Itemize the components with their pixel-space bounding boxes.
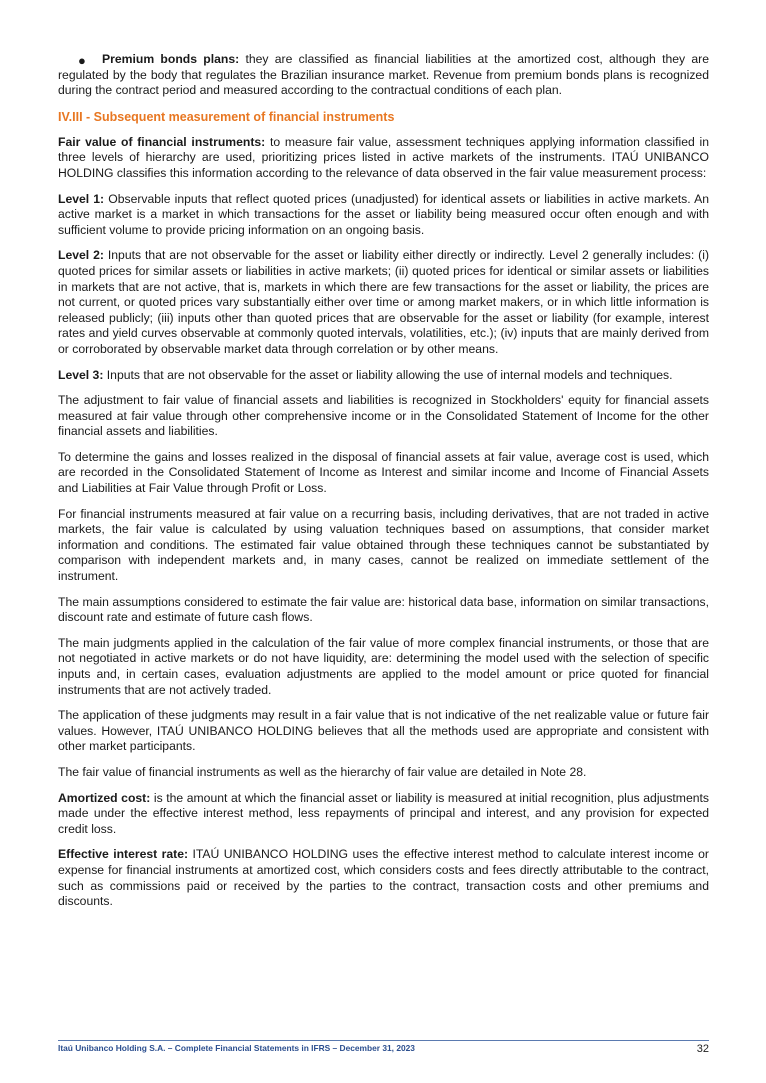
bullet-paragraph <box>58 52 709 99</box>
section-heading: IV.III - Subsequent measurement of financial instruments <box>58 109 395 124</box>
bullet-label: Premium bonds plans: <box>102 52 240 66</box>
effective-interest-label: Effective interest rate: <box>58 847 189 862</box>
bullet-icon: ● <box>78 53 86 68</box>
judgments-paragraph: The main judgments applied in the calculation of the fair value of more complex financial instruments, or those that are not negotiated in active markets or do not have liquidity, are: determining the model used with the selection of specific inputs and, in certain cases, evaluation adjustments are applied to the model amount or price quoted for financial instruments that are not actively traded. <box>58 635 709 697</box>
page-footer <box>58 1040 709 1055</box>
page-number: 32 <box>696 1043 709 1055</box>
amortized-cost-label: Amortized cost: <box>58 790 151 805</box>
document-body <box>58 52 709 920</box>
gains-losses-paragraph: To determine the gains and losses realized in the disposal of financial assets at fair value, average cost is used, which are recorded in the Consolidated Statement of Income as Interest and similar income and Income of Financial Assets and Liabilities at Fair Value through Profit or Loss. <box>58 449 709 496</box>
level2-paragraph <box>58 248 709 357</box>
bullet-premium-bonds <box>58 52 709 99</box>
level2-label: Level 2: <box>58 248 104 263</box>
application-paragraph: The application of these judgments may result in a fair value that is not indicative of the net realizable value or future fair values. However, ITAÚ UNIBANCO HOLDING believes that all the methods used are appropriate and consistent with other market participants. <box>58 708 709 754</box>
fair-value-label: Fair value of financial instruments: <box>58 134 266 149</box>
level2-text: Inputs that are not observable for the asset or liability either directly or indirectly. Level 2 generally includes: (i) quoted prices for similar assets or liabilities in active markets; (ii) quoted prices for identical or similar assets or liabilities in markets that are not active, that is, markets in which there are few transactions for the asset or liability, the prices are not current, or quoted prices vary substantially either over time or among market makers, or in which little information is released publicly; (iii) inputs other than quoted prices that are observable for the asset or liability (for example, interest rates and yield curves observable at commonly quoted intervals, volatilities, etc.); (iv) inputs that are mainly derived from or corroborated by observable market data through correlation or by other means. <box>58 248 710 356</box>
fair-value-paragraph <box>58 135 709 182</box>
level1-paragraph <box>58 192 709 239</box>
fair-value-text: to measure fair value, assessment techniques applying information classified in three levels of hierarchy are used, prioritizing prices listed in active markets of the instruments. ITAÚ UNIBANCO HOLDING classifies this information according to the relevance of data observed in the fair value measurement process: <box>58 134 709 180</box>
bullet-text: they are classified as financial liabilities at the amortized cost, although they are regulated by the body that regulates the Brazilian insurance market. Revenue from premium bonds plans is recognized during the contract period and measured according to the contractual conditions of each plan. <box>58 52 710 98</box>
level3-text: Inputs that are not observable for the asset or liability allowing the use of internal models and techniques. <box>103 367 673 382</box>
note-reference-paragraph: The fair value of financial instruments as well as the hierarchy of fair value are detailed in Note 28. <box>58 764 587 779</box>
level3-paragraph <box>58 368 709 384</box>
effective-interest-text: ITAÚ UNIBANCO HOLDING uses the effective interest method to calculate interest income or expense for financial instruments at amortized cost, which considers costs and fees directly attributable to the contract, such as commissions paid or received by the parties to the contract, transaction costs and other premiums and discounts. <box>58 847 709 909</box>
recurring-basis-paragraph: For financial instruments measured at fair value on a recurring basis, including derivatives, that are not traded in active markets, the fair value is calculated by using valuation techniques based on assumptions, that consider market information and conditions. The estimated fair value obtained through these techniques cannot be substantiated by comparison with independent markets and, in many cases, cannot be realized on immediate settlement of the instrument. <box>58 506 709 584</box>
level3-label: Level 3: <box>58 367 104 382</box>
amortized-cost-text: is the amount at which the financial asset or liability is measured at initial recognition, plus adjustments made under the effective interest method, less repayments of principal and interest, and any provision for expected credit loss. <box>58 790 709 836</box>
footer-text: Itaú Unibanco Holding S.A. – Complete Financial Statements in IFRS – December 31, 2023 <box>58 1043 415 1053</box>
adjustment-paragraph: The adjustment to fair value of financial assets and liabilities is recognized in Stockholders' equity for financial assets measured at fair value through other comprehensive income or in the Consolidated Statement of Income for the other financial assets and liabilities. <box>58 393 709 439</box>
level1-label: Level 1: <box>58 191 105 206</box>
level1-text: Observable inputs that reflect quoted prices (unadjusted) for identical assets or liabilities in active markets. An active market is a market in which transactions for the asset or liability being measured occur often enough and with sufficient volume to provide pricing information on an ongoing basis. <box>58 191 709 237</box>
effective-interest-paragraph <box>58 847 709 909</box>
assumptions-paragraph: The main assumptions considered to estimate the fair value are: historical data base, information on similar transactions, discount rate and estimate of future cash flows. <box>58 594 709 625</box>
amortized-cost-paragraph <box>58 791 709 838</box>
